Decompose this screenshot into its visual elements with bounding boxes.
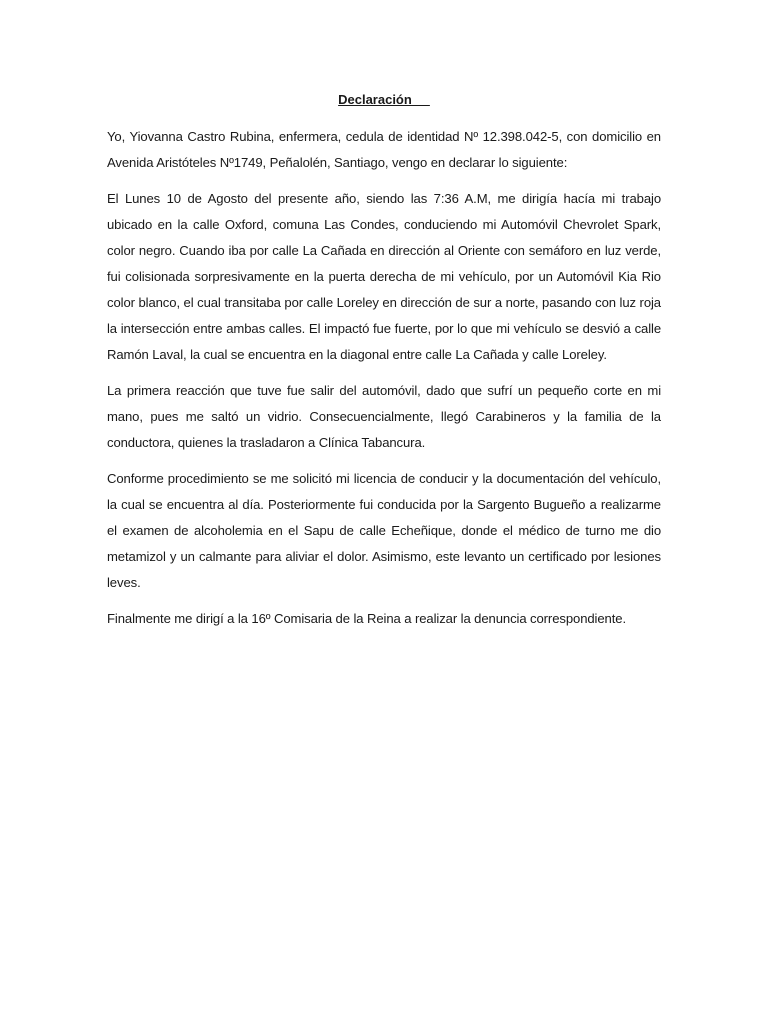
document-title-text: Declaración: [338, 92, 430, 107]
paragraph-procedure: Conforme procedimiento se me solicitó mi licencia de conducir y la documentación del vehículo, la cual se encuentra al día. Posteriormente fui conducida por la Sargento Bugueño a realizarme el examen de alcoholemia en el Sapu de calle Echeñique, donde el médico de turno me dio metamizol y un calmante para aliviar el dolor. Asimismo, este levanto un certificado por lesiones leves.: [107, 471, 661, 590]
paragraph-reaction: La primera reacción que tuve fue salir del automóvil, dado que sufrí un pequeño corte en mi mano, pues me saltó un vidrio. Consecuencialmente, llegó Carabineros y la familia de la conductora, quienes la trasladaron a Clínica Tabancura.: [107, 383, 661, 450]
paragraph-incident: El Lunes 10 de Agosto del presente año, siendo las 7:36 A.M, me dirigía hacía mi trabajo ubicado en la calle Oxford, comuna Las Condes, conduciendo mi Automóvil Chevrolet Spark, color negro. Cuando iba por calle La Cañada en dirección al Oriente con semáforo en luz verde, fui colisionada sorpresivamente en la puerta derecha de mi vehículo, por un Automóvil Kia Rio color blanco, el cual transitaba por calle Loreley en dirección de sur a norte, pasando con luz roja la intersección entre ambas calles. El impactó fue fuerte, por lo que mi vehículo se desvió a calle Ramón Laval, la cual se encuentra en la diagonal entre calle La Cañada y calle Loreley.: [107, 191, 661, 362]
document-title: [0, 92, 768, 107]
document-body: [107, 124, 661, 642]
paragraph-identification: Yo, Yiovanna Castro Rubina, enfermera, cedula de identidad Nº 12.398.042-5, con domicilio en Avenida Aristóteles Nº1749, Peñalolén, Santiago, vengo en declarar lo siguiente:: [107, 129, 661, 170]
paragraph-conclusion: Finalmente me dirigí a la 16º Comisaria de la Reina a realizar la denuncia correspondiente.: [107, 611, 626, 626]
